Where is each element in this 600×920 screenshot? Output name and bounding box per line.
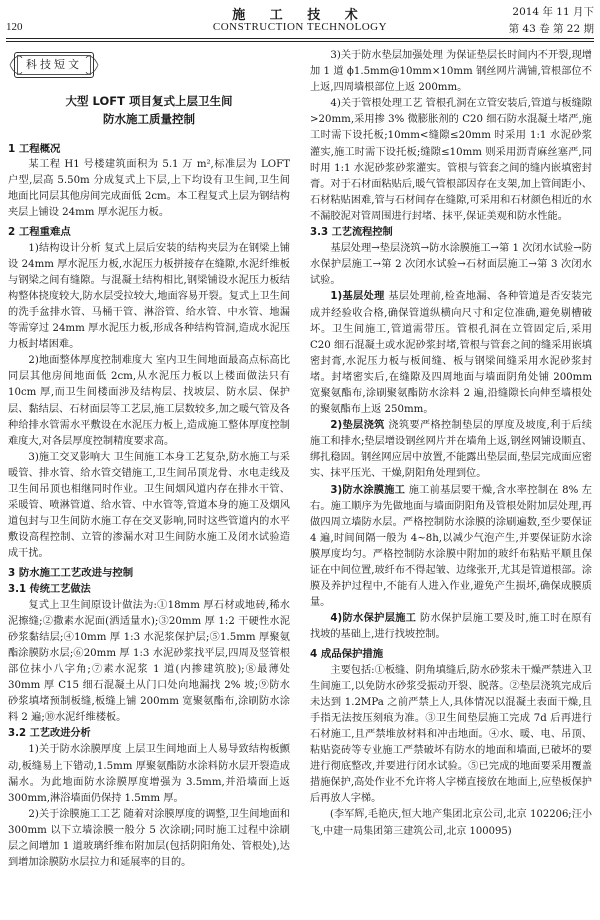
left-column [8,48,290,871]
page-number: 120 [6,21,23,33]
section-2-paragraph-2: 2)地面整体厚度控制难度大 室内卫生间地面最高点标高比同层其他房间地面低 2cm,从水泥压力板以上楼面做法只有 10cm 厚,而卫生间楼面涉及结构层、找坡层、防水层、保护层、黏结层、石材面层等工艺层,施工层数较多,加之暖气管及各种给排水管需水平敷设在水泥压力板上,造成施工整体厚度控制难度大,对各层厚度控制精度要求高。 [8,355,290,447]
article-title-line2: 防水施工质量控制 [103,112,195,126]
header-rule-thin [6,41,594,42]
section-badge [14,52,94,78]
section-2-heading: 2 工程重难点 [8,226,71,239]
section-4-paragraph: 主要包括:①板缝、阴角填缝后,防水砂浆未干燥严禁进入卫生间施工,以免防水砂浆受振动开裂、脱落。②垫层浇筑完成后未达到 1.2MPa 之前严禁上人,具体情况以混凝土表面干燥,且手指无法按压刻痕为准。③卫生间垫层施工完成 7d 后再进行石材施工,且严禁堆放材料和冲击地面。④水、暖、电、吊顶、粘贴瓷砖等专业施工严禁破坏有防水的地面和墙面,已破坏的要进行彻底整改,并要进行闭水试验。⑤已完成的地面要采用覆盖措施保护,高处作业不允许将人字梯直接放在地面上,应垫板保护后再放人字梯。 [310,664,592,805]
volume-issue: 第 43 卷 第 22 期 [508,23,594,35]
section-3-2-heading: 3.2 工艺改进分析 [8,728,91,740]
section-2-paragraph-3: 3)施工交叉影响大 卫生间施工本身工艺复杂,防水施工与采暖管、排水管、给水管交错施工,卫生间吊顶龙骨、水电走线及卫生间吊顶也相继同时作业。卫生间烟风道内存在排水干管、采暖管、喷淋管道、给水管、中水管等,管道本身的施工及烟风道包封与卫生间防水施工存在交叉影响,同时这些管道内的水平敷设高程控制、立管的渗漏水对卫生间防水施工及闭水试验造成干扰。 [8,451,290,560]
section-3-2-paragraph-3: 3)关于防水垫层加强处理 为保证垫层长时间内不开裂,现增加 1 道 ϕ1.5mm@10mm×10mm 钢丝网片满铺,管根部位不上返,四周墙根部位上返 200mm。 [310,50,592,94]
section-3-2-paragraph-2: 2)关于涂膜施工工艺 随着对涂膜厚度的调整,卫生间地面和 300mm 以下立墙涂膜一般分 5 次涂刷;同时施工过程中涂刷层之间增加 1 道玻璃纤维布附加层(包括阴阳角处、管根处),达到增加涂膜防水层拉力和延展率的目的。 [8,808,290,869]
step-base-treatment-head: 1)基层处理 [330,291,385,303]
section-3-heading: 3 防水施工工艺改进与控制 [8,567,134,580]
section-3-2-paragraph-4: 4)关于管根处理工艺 管根孔洞在立管安装后,管道与板缝隙>20mm,采用掺 3% 微膨胀剂的 C20 细石防水混凝土堵严,施工时需下设托板;10mm<缝隙≤20mm 时采用 1:1 水泥砂浆灌实,施工时需下设托板;缝隙≤10mm 则采用沥青麻丝塞严,同时用 1:1 水泥砂浆砂浆灌实。管根与管套之间的缝内嵌填密封膏。对于石材面粘贴后,暖气管根部因存在支架,加上管间距小、石材粘贴困难,管与石材间存在缝隙,可采用和石材颜色相近的水不漏胶泥对管周围进行封堵、抹平,保证美观和防水性能。 [310,98,592,222]
section-2-paragraph-1: 1)结构设计分析 复式上层后安装的结构夹层为在钢梁上铺设 24mm 厚水泥压力板,水泥压力板拼接存在缝隙,水泥纤维板与钢梁之间有缝隙。与混凝土结构相比,钢梁铺设水泥压力板结构整体挠度较大,防水层受拉较大,地面容易开裂。复式上卫生间的洗手盆排水管、马桶干管、淋浴管、给水管、中水管、地漏等需穿过 24mm 厚水泥压力板,形成各种结构管洞,造成水泥压力板封堵困难。 [8,242,290,351]
step-cushion-pour-head: 2)垫层浇筑 [330,420,385,432]
section-3-2-paragraph-1: 1)关于防水涂膜厚度 上层卫生间地面上人易导致结构板颤动,板缝易上下错动,1.5mm 厚聚氨酯防水涂料防水层开裂造成漏水。为此地面防水涂膜厚度增强为 3.5mm,并沿墙面上返 300mm,淋浴墙面仍保持 1.5mm 厚。 [8,744,290,804]
section-badge-wrap [8,48,290,84]
step-protection [310,611,592,643]
step-protection-head: 4)防水保护层施工 [330,613,417,625]
section-1-heading: 1 工程概况 [8,143,61,155]
journal-title-cn: 施 工 技 术 [232,8,368,23]
process-flow: 基层处理→垫层浇筑→防水涂膜施工→第 1 次闭水试验→防水保护层施工→第 2 次闭水试验→石材面层施工→第 3 次闭水试验。 [310,243,592,287]
step-membrane [310,483,592,612]
step-membrane-head: 3)防水涂膜施工 [330,484,406,496]
section-3-3-heading: 3.3 工艺流程控制 [310,227,393,239]
page-header [6,4,594,40]
right-column [310,48,592,840]
journal-title-en: CONSTRUCTION TECHNOLOGY [212,21,388,33]
step-base-treatment-text: 基层处理前,检查地漏、各种管道是否安装完成并经验收合格,确保管道纵横向尺寸和定位准确,避免剔槽破坏。卫生间施工,管道需带压。管根孔洞在立管固定后,采用 C20 细石混凝土或水泥砂浆封堵,管根与管套之间的缝采用嵌填密封膏,水泥压力板与板间缝、板与钢梁间缝采用水泥砂浆封堵。封堵密实后,在缝隙及四周地面与墙面阴角处铺 200mm 宽聚氨酯布,涂刷聚氨酯防水涂料 2 遍,沿缝隙长向伸至墙根处的聚氨酯布上返 250mm。 [310,291,592,416]
issue-date: 2014 年 11 月下 [512,6,594,18]
step-base-treatment [310,289,592,418]
article-title-line1: 大型 LOFT 项目复式上层卫生间 [65,94,233,108]
author-affiliation: (李军辉,毛艳庆,恒大地产集团北京公司,北京 102206;汪小飞,中建一局集团第三建筑公司,北京 100095) [310,809,592,837]
header-rule-thick [6,38,594,39]
step-cushion-pour [310,418,592,482]
section-3-1-paragraph: 复式上卫生间原设计做法为:①18mm 厚石材或地砖,稀水泥擦缝;②撒素水泥面(洒适量水);③20mm 厚 1:2 干硬性水泥砂浆黏结层;④10mm 厚 1:3 水泥浆保护层;⑤1.5mm 厚聚氨酯涂膜防水层;⑥20mm 厚 1:3 水泥砂浆找平层,四周及竖管根部位抹小八字角;⑦素水泥浆 1 道(内掺建筑胶);⑧最薄处 30mm 厚 C15 细石混凝土从门口处向地漏找 2% 坡;⑨防水砂浆填堵预制板缝,板缝上铺 200mm 宽聚氨酯布,涂刷防水涂料 2 遍;⑩水泥纤维楼板。 [8,599,290,724]
section-4-heading: 4 成品保护措施 [310,648,384,661]
section-3-1-heading: 3.1 传统工艺做法 [8,583,91,595]
step-cushion-pour-text: 浇筑要严格控制垫层的厚度及坡度,利于后续施工和排水;垫层增设钢丝网片并在墙角上返,钢丝网铺设顺直、绑扎稳固。钢丝网应居中放置,不能露出垫层面,垫层完成面应密实、抹平压光、干燥,阴阳角处理到位。 [310,420,592,480]
section-badge-label: 科技短文 [17,55,91,75]
section-1-paragraph: 某工程 H1 号楼建筑面积为 5.1 万 m²,标准层为 LOFT 户型,层高 5.50m 分成复式上下层,上下均设有卫生间,卫生间地面比同层其他房间完成面低 2cm。本工程复式上层为钢结构夹层上铺设 24mm 厚水泥压力板。 [8,159,290,219]
step-protection-text: 防水保护层施工要及时,施工时在原有找坡的基础上,进行找坡控制。 [310,613,592,641]
step-membrane-text: 施工前基层要干燥,含水率控制在 8% 左右。施工顺序为先做地面与墙面阴阳角及管根处附加层处理,再做四周立墙防水层。严格控制防水涂膜的涂刷遍数,至少要保证 4 遍,时间间隔一般为 4~8h,以减少气泡产生,并要保证防水涂膜厚度均匀。严格控制防水涂膜中附加的玻纤布粘贴平顺且保证在中间位置,玻纤布不得起皱、边缘张开,尤其是管道根部。涂膜及养护过程中,不能有人进入作业,避免产生损坏,确保成膜质量。 [310,484,592,609]
